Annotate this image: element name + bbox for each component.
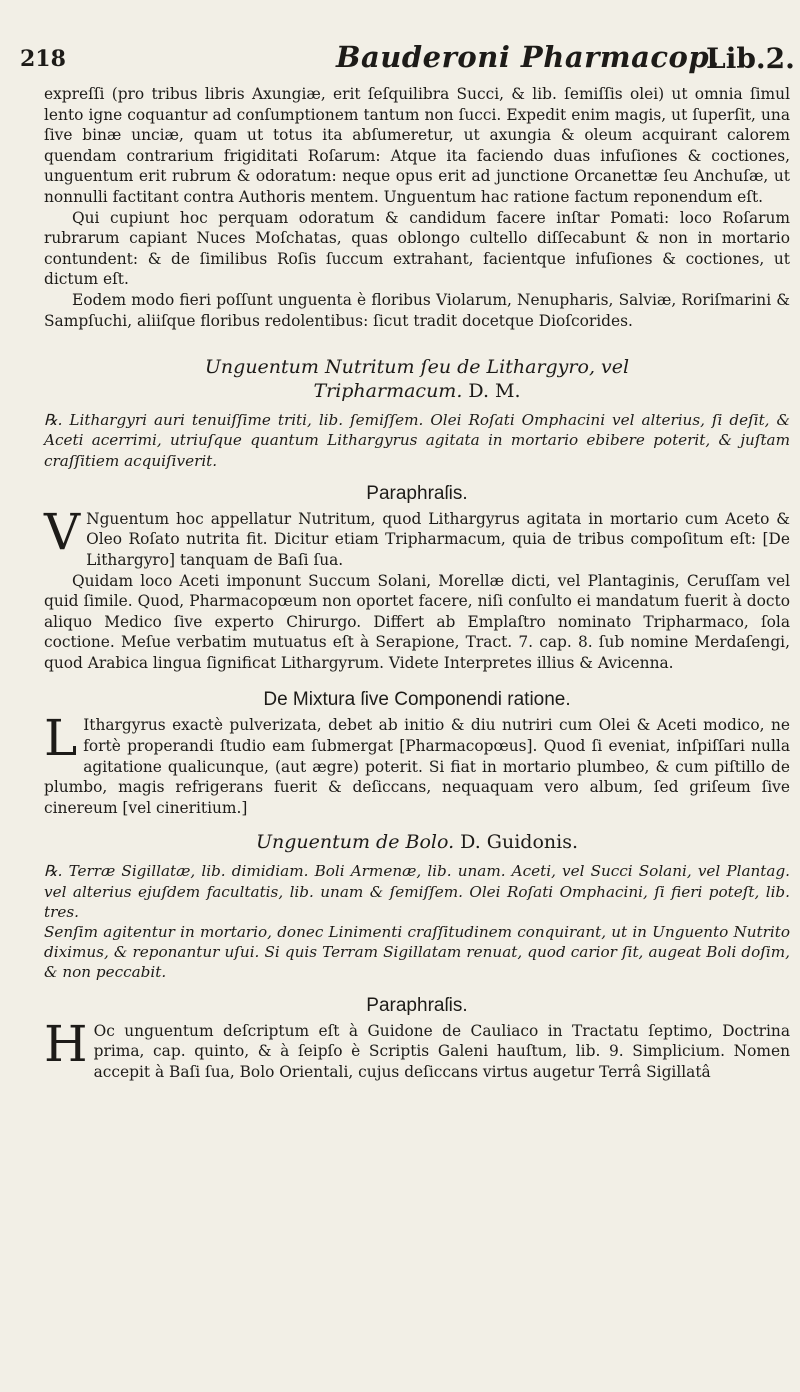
heading-line-1: Unguentum Nutritum ſeu de Lithargyro, vel bbox=[204, 356, 630, 379]
drop-cap: L bbox=[44, 709, 78, 768]
eodem-paragraph: Eodem modo fieri poſſunt unguenta è floribus Violarum, Nenupharis, Salviæ, Roriſmarini & Sampſuchi, aliiſque floribus redolentibus: ſicut tradit docetque Dioſcorides. bbox=[44, 290, 790, 330]
paraphrasis-heading: Paraphraſis. bbox=[366, 994, 468, 1016]
bolo-paraphrasis-paragraph bbox=[44, 1014, 790, 1083]
paraphrasis-paragraph-2: Quidam loco Aceti imponunt Succum Solani, Morellæ dicti, vel Plantaginis, Ceruſſam vel quid ſimile. Quod, Pharmacopœum non oportet facere, niſi conſulto ei mandatum fuerit à docto aliquo Medico ſive experto Chirurgo. Differt ab Emplaſtro nominato Tripharmaco, ſola coctione. Meſue verbatim mutuatus eſt à Serapione, Tract. 7. cap. 8. ſub nomine Merdaſengi, quod Arabica lingua ſignificat Lithargyrum. Videte Interpretes illius & Avicenna. bbox=[44, 571, 790, 672]
bolo-paraphrasis-text: Oc unguentum deſcriptum eſt à Guidone de Cauliaco in Tractatu ſeptimo, Doctrina prima, cap. quinto, & à ſeipſo è Scriptis Galeni hauſtum, lib. 9. Simplicium. Nomen accepit à Baſi ſua, Bolo Orientali, cujus deſiccans virtus augetur Terrâ Sigillatâ bbox=[93, 1021, 790, 1081]
pomati-paragraph: Qui cupiunt hoc perquam odoratum & candidum facere inſtar Pomati: loco Roſarum rubrarum capiant Nuces Moſchatas, quas oblongo cultello diſſecabunt & non in mortario contundent: & de ſimilibus Roſis ſuccum extrahant, facientque infuſiones & coctiones, ut dictum eſt. bbox=[44, 208, 790, 289]
mixtura-text: Ithargyrus exactè pulverizata, debet ab initio & diu nutriri cum Olei & Aceti modico, ne fortè properandi ſtudio eam ſubmergat [Pharmacopœus]. Quod ſi eveniat, inſpiſſari nulla agitatione qualicunque, (aut ægre) poterit. Si fiat in mortario plumbeo, & cum piſtillo de plumbo, magis refrigerans fuerit & deſiccans, nequaquam vero album, ſed griſeum ſive cinereum [vel cineritium.] bbox=[44, 716, 790, 817]
recipe-bolo: ℞. Terræ Sigillatæ, lib. dimidiam. Boli Armenæ, lib. unam. Aceti, vel Succi Solani, vel Plantag. vel alterius ejuſdem facultatis, lib. unam & ſemiſſem. Olei Roſati Omphacini, ſi fieri poteſt, lib. tres. bbox=[44, 862, 790, 921]
recipe-nutritum: ℞. Lithargyri auri tenuiſſime triti, lib. ſemiſſem. Olei Roſati Omphacini vel alterius, ſi deſit, & Aceti acerrimi, utriuſque quantum Lithargyrus agitata in mortario ebibere poterit, & juſtam craſſitiem acquiſiverit. bbox=[44, 411, 790, 470]
page-header bbox=[0, 40, 800, 80]
section-heading-mixtura: De Mixtura ſive Componendi ratione. bbox=[263, 689, 571, 711]
drop-cap: V bbox=[44, 502, 81, 561]
section-heading-nutritum bbox=[44, 355, 790, 403]
drop-cap: H bbox=[44, 1014, 88, 1073]
attribution: D. M. bbox=[468, 380, 521, 403]
heading-line-2: Tripharmacum. bbox=[313, 380, 463, 403]
paraphrasis-text-1: Nguentum hoc appellatur Nutritum, quod Lithargyrus agitata in mortario cum Aceto & Oleo Roſato nutrita fit. Dicitur etiam Tripharmacum, quia de tribus compoſitum eſt: [De Lithargyro] tanquam de Baſi ſua. bbox=[86, 509, 790, 569]
intro-paragraph: expreſſi (pro tribus libris Axungiæ, erit ſeſquilibra Succi, & lib. ſemiſſis olei) ut omnia ſimul lento igne coquantur ad conſumptionem tantum non ſucci. Expedit enim magis, ut ſuperſit, una ſive binæ unciæ, quam ut totus ita abſumeretur, ut axungia & oleum acquirant calorem quendam contrarium frigiditati Roſarum: Atque ita faciendo duas infuſiones & coctiones, unguentum erit rubrum & odoratum: neque opus erit ad junctione Orcanettæ ſeu Anchuſæ, ut nonnulli factitant contra Authoris mentem. Unguentum hac ratione factum reponendum eſt. bbox=[44, 85, 790, 206]
running-title: Bauderoni Pharmacop. bbox=[336, 40, 720, 74]
paraphrasis-paragraph-1 bbox=[44, 502, 790, 571]
paraphrasis-heading: Paraphraſis. bbox=[366, 482, 468, 504]
book-reference: Lib.2. bbox=[706, 42, 795, 75]
page-body bbox=[44, 84, 790, 1082]
page-number: 218 bbox=[20, 46, 66, 72]
section-heading-bolo bbox=[44, 830, 790, 854]
attribution: D. Guidonis. bbox=[460, 831, 579, 854]
mixtura-paragraph bbox=[44, 709, 790, 818]
heading-title: Unguentum de Bolo. bbox=[255, 831, 455, 854]
recipe-bolo-instructions: Senſim agitentur in mortario, donec Linimenti craſſitudinem conquirant, ut in Unguento Nutrito diximus, & reponantur uſui. Si quis Terram Sigillatam renuat, quod carior ſit, augeat Boli doſim, & non peccabit. bbox=[44, 923, 790, 982]
